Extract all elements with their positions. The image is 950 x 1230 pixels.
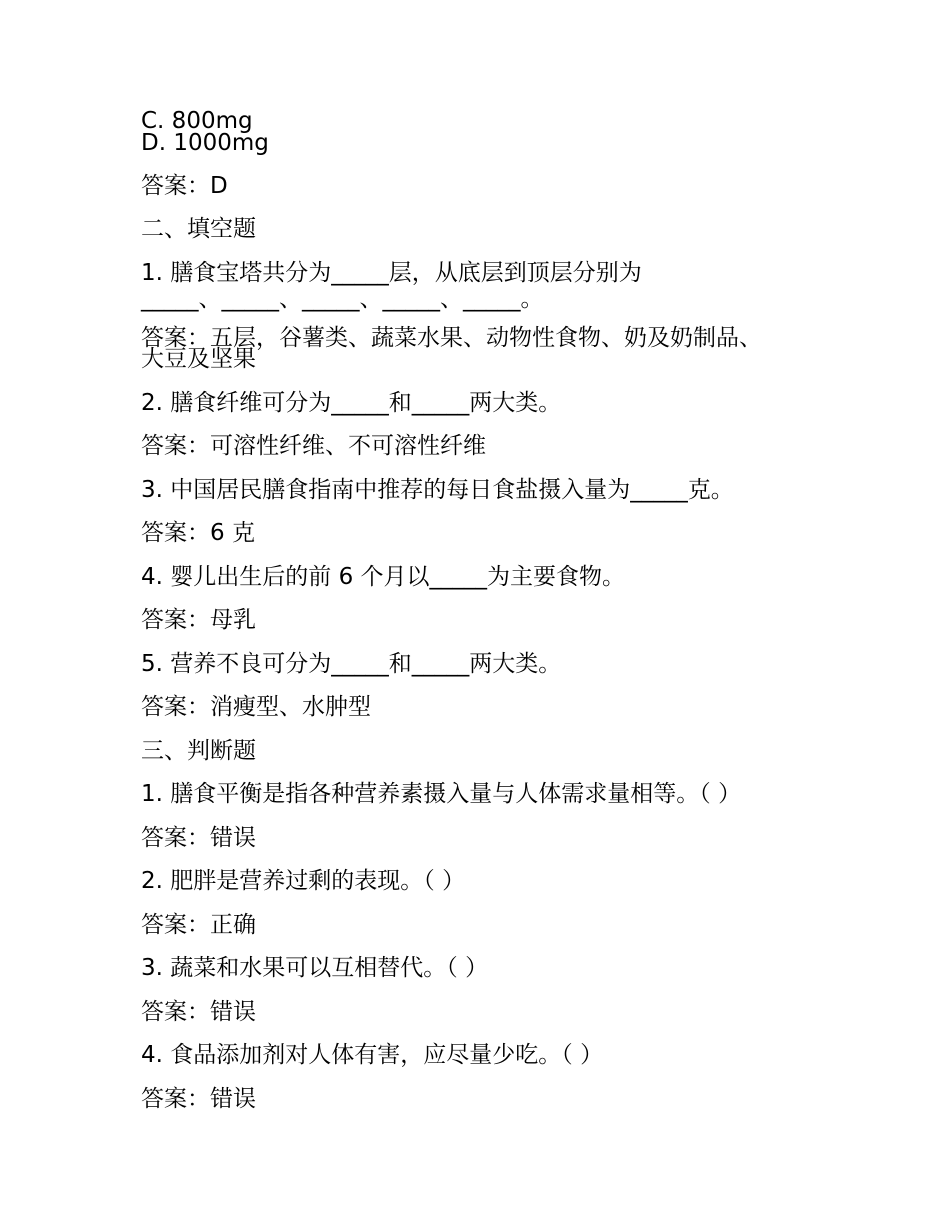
fill-answer-1: 答案：五层，谷薯类、蔬菜水果、动物性食物、奶及奶制品、 bbox=[141, 325, 762, 351]
fill-answer-5: 答案：消瘦型、水肿型 bbox=[141, 694, 371, 720]
answer-mc: 答案：D bbox=[141, 173, 228, 199]
section-fill-in-heading: 二、填空题 bbox=[141, 216, 256, 242]
fill-question-5: 5. 营养不良可分为_____和_____两大类。 bbox=[141, 651, 562, 677]
fill-answer-1-cont: 大豆及坚果 bbox=[141, 346, 256, 372]
tf-answer-1: 答案：错误 bbox=[141, 825, 256, 851]
fill-question-2: 2. 膳食纤维可分为_____和_____两大类。 bbox=[141, 390, 562, 416]
tf-question-2: 2. 肥胖是营养过剩的表现。（ ） bbox=[141, 868, 466, 894]
tf-answer-3: 答案：错误 bbox=[141, 999, 256, 1025]
tf-answer-4: 答案：错误 bbox=[141, 1086, 256, 1112]
fill-answer-2: 答案：可溶性纤维、不可溶性纤维 bbox=[141, 433, 486, 459]
fill-question-3: 3. 中国居民膳食指南中推荐的每日食盐摄入量为_____克。 bbox=[141, 477, 734, 503]
fill-answer-3: 答案：6 克 bbox=[141, 520, 255, 546]
fill-answer-4: 答案：母乳 bbox=[141, 607, 256, 633]
option-c: C. 800mg bbox=[141, 108, 253, 134]
tf-question-4: 4. 食品添加剂对人体有害，应尽量少吃。（ ） bbox=[141, 1042, 604, 1068]
tf-question-3: 3. 蔬菜和水果可以互相替代。（ ） bbox=[141, 955, 489, 981]
fill-question-1-blanks: _____、_____、_____、_____、_____。 bbox=[141, 286, 544, 312]
fill-question-4: 4. 婴儿出生后的前 6 个月以_____为主要食物。 bbox=[141, 564, 626, 590]
section-true-false-heading: 三、判断题 bbox=[141, 738, 256, 764]
fill-question-1: 1. 膳食宝塔共分为_____层，从底层到顶层分别为 bbox=[141, 260, 642, 286]
tf-question-1: 1. 膳食平衡是指各种营养素摄入量与人体需求量相等。（ ） bbox=[141, 781, 742, 807]
tf-answer-2: 答案：正确 bbox=[141, 912, 256, 938]
option-d: D. 1000mg bbox=[141, 130, 269, 156]
